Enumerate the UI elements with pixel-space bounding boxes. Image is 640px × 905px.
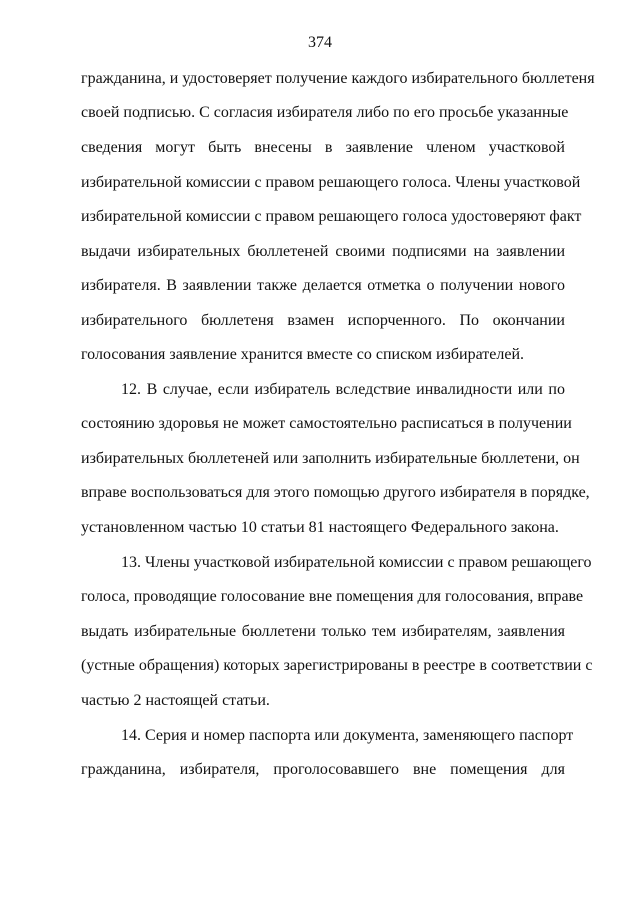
text-line: своей подписью. С согласия избирателя либо по его просьбе указанные (81, 104, 569, 121)
text-line: голосования заявление хранится вместе со списком избирателей. (81, 346, 525, 363)
text-line: сведения могут быть внесены в заявление членом участковой (81, 139, 565, 156)
text-line: избирательной комиссии с правом решающего голоса удостоверяют факт (81, 208, 582, 225)
page-number: 374 (308, 34, 332, 51)
paragraph-14-start: 14. Серия и номер паспорта или документа, заменяющего паспорт (121, 727, 574, 744)
text-line: избирательного бюллетеня взамен испорченного. По окончании (81, 312, 565, 329)
text-line: состоянию здоровья не может самостоятельно расписаться в получении (81, 415, 572, 432)
text-line: избирателя. В заявлении также делается отметка о получении нового (81, 277, 565, 294)
text-line: гражданина, и удостоверяет получение каждого избирательного бюллетеня (81, 70, 595, 87)
text-line: (устные обращения) которых зарегистрированы в реестре в соответствии с (81, 657, 593, 674)
text-line: установленном частью 10 статьи 81 настоящего Федерального закона. (81, 519, 559, 536)
text-line: избирательной комиссии с правом решающего голоса. Члены участковой (81, 174, 581, 191)
text-line: голоса, проводящие голосование вне помещения для голосования, вправе (81, 588, 584, 605)
text-line: выдачи избирательных бюллетеней своими подписями на заявлении (81, 243, 565, 260)
paragraph-13-start: 13. Члены участковой избирательной комиссии с правом решающего (121, 554, 592, 571)
text-line: гражданина, избирателя, проголосовавшего вне помещения для (81, 761, 565, 778)
text-line: избирательных бюллетеней или заполнить избирательные бюллетени, он (81, 450, 580, 467)
text-line: частью 2 настоящей статьи. (81, 692, 270, 709)
paragraph-12-start: 12. В случае, если избиратель вследствие инвалидности или по (121, 381, 565, 398)
text-line: выдать избирательные бюллетени только тем избирателям, заявления (81, 623, 565, 640)
text-line: вправе воспользоваться для этого помощью другого избирателя в порядке, (81, 484, 590, 501)
